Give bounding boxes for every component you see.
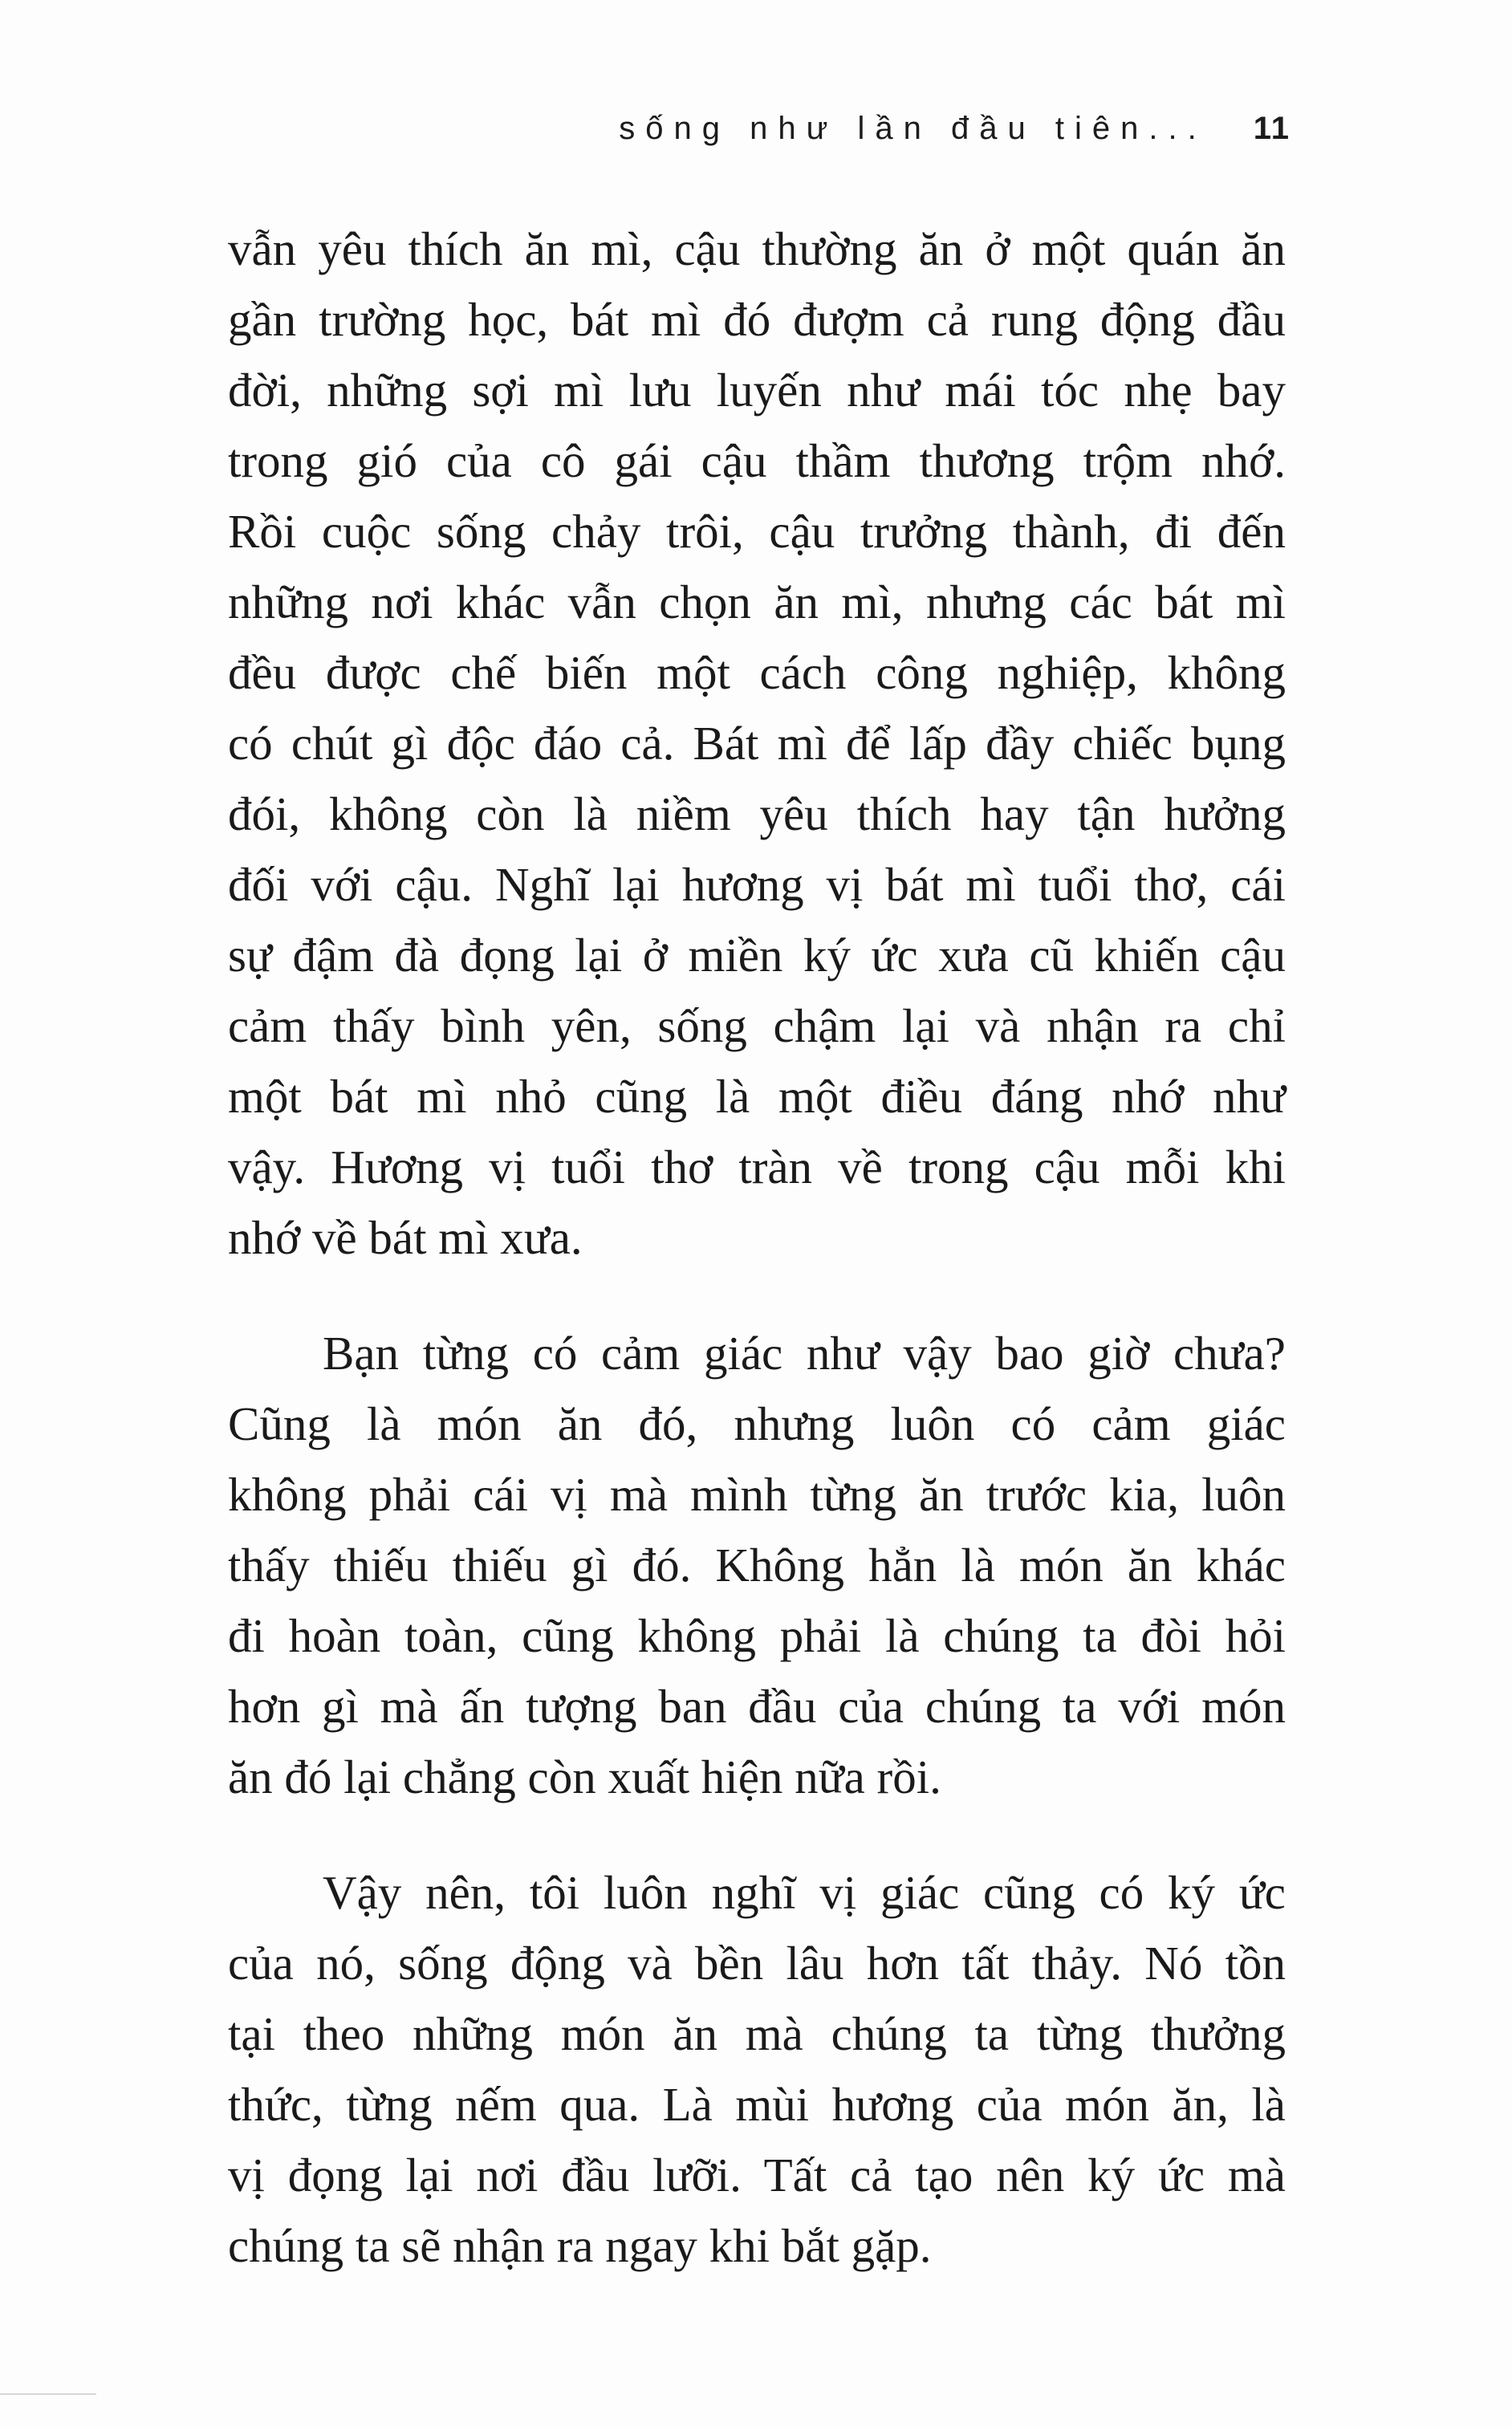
text-line: đi hoàn toàn, cũng không phải là chúng ta đòi hỏi <box>228 1609 1286 1662</box>
text-line: đối với cậu. Nghĩ lại hương vị bát mì tuổi thơ, cái <box>228 858 1286 911</box>
text-line: đời, những sợi mì lưu luyến như mái tóc nhẹ bay <box>228 364 1286 417</box>
text-line: có chút gì độc đáo cả. Bát mì để lấp đầy chiếc bụng <box>228 717 1286 770</box>
text-line: không phải cái vị mà mình từng ăn trước kia, luôn <box>228 1468 1286 1521</box>
text-line: thấy thiếu thiếu gì đó. Không hẳn là món ăn khác <box>228 1539 1286 1592</box>
text-line: sự đậm đà đọng lại ở miền ký ức xưa cũ khiến cậu <box>228 929 1286 982</box>
paragraph-3 <box>228 1857 1286 2281</box>
page-number: 11 <box>1253 111 1290 146</box>
text-line: Bạn từng có cảm giác như vậy bao giờ chưa? <box>323 1327 1286 1380</box>
text-line: tại theo những món ăn mà chúng ta từng thưởng <box>228 2007 1286 2060</box>
text-line: đói, không còn là niềm yêu thích hay tận hưởng <box>228 787 1286 840</box>
text-line: Cũng là món ăn đó, nhưng luôn có cảm giác <box>228 1397 1286 1450</box>
text-line: đều được chế biến một cách công nghiệp, không <box>228 646 1286 699</box>
text-line: một bát mì nhỏ cũng là một điều đáng nhớ như <box>228 1070 1286 1123</box>
text-line: nhớ về bát mì xưa. <box>228 1211 583 1264</box>
text-line: trong gió của cô gái cậu thầm thương trộm nhớ. <box>228 434 1286 487</box>
text-line: Rồi cuộc sống chảy trôi, cậu trưởng thành, đi đến <box>228 505 1286 558</box>
scan-edge-mark <box>0 2393 96 2427</box>
text-line: cảm thấy bình yên, sống chậm lại và nhận ra chỉ <box>228 999 1286 1052</box>
text-line: ăn đó lại chẳng còn xuất hiện nữa rồi. <box>228 1750 941 1803</box>
text-line: Vậy nên, tôi luôn nghĩ vị giác cũng có ký ức <box>323 1866 1286 1919</box>
text-line: thức, từng nếm qua. Là mùi hương của món ăn, là <box>228 2078 1286 2131</box>
paragraph-1 <box>228 213 1286 1273</box>
running-title: sống như lần đầu tiên... <box>619 111 1207 146</box>
text-line: của nó, sống động và bền lâu hơn tất thảy. Nó tồn <box>228 1937 1286 1990</box>
text-line: vậy. Hương vị tuổi thơ tràn về trong cậu mỗi khi <box>228 1140 1286 1193</box>
text-line: vị đọng lại nơi đầu lưỡi. Tất cả tạo nên ký ức mà <box>228 2149 1286 2201</box>
text-line: gần trường học, bát mì đó đượm cả rung động đầu <box>228 293 1286 346</box>
text-line: chúng ta sẽ nhận ra ngay khi bắt gặp. <box>228 2219 932 2272</box>
paragraph-spacer <box>228 1273 1286 1318</box>
paragraph-spacer <box>228 1812 1286 1857</box>
text-line: những nơi khác vẫn chọn ăn mì, nhưng các bát mì <box>228 575 1286 628</box>
text-line: hơn gì mà ấn tượng ban đầu của chúng ta với món <box>228 1680 1286 1733</box>
body-text <box>228 213 1286 2281</box>
running-header <box>619 111 1290 147</box>
text-line: vẫn yêu thích ăn mì, cậu thường ăn ở một quán ăn <box>228 222 1286 275</box>
paragraph-2 <box>228 1318 1286 1812</box>
